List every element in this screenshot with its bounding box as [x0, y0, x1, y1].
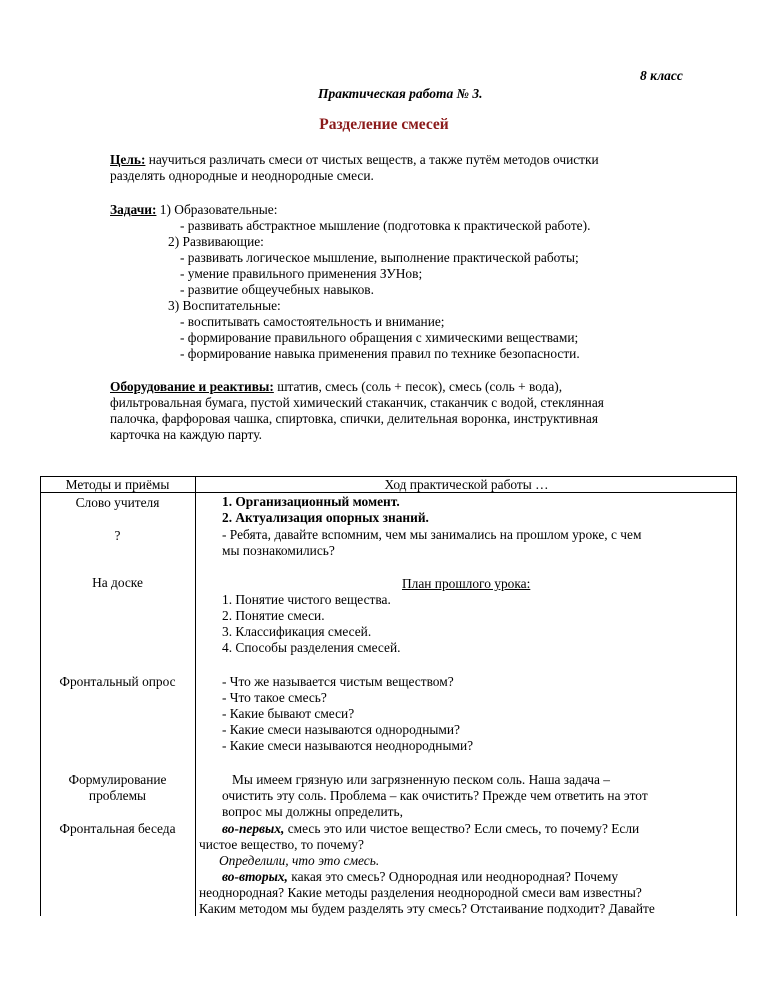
plan-item: 4. Способы разделения смесей. [222, 640, 401, 655]
method-question: ? [114, 528, 121, 543]
problem-line-2: очистить эту соль. Проблема – как очистить? Прежде чем ответить на этот [222, 788, 648, 803]
step-2: 2. Актуализация опорных знаний. [222, 510, 429, 525]
problem-line-6: Определили, что это смесь. [219, 853, 380, 868]
task-line: - развивать абстрактное мышление (подготовка к практической работе). [180, 218, 591, 233]
question-item: - Какие смеси называются неоднородными? [222, 738, 474, 753]
table-column-divider [195, 476, 196, 916]
task-line: - воспитывать самостоятельность и внимание; [180, 314, 445, 329]
plan-item: 2. Понятие смеси. [222, 608, 325, 623]
method-frontal-talk: Фронтальная беседа [59, 821, 176, 836]
goal-line-2: разделять однородные и неоднородные смеси. [110, 168, 374, 183]
plan-item: 3. Классификация смесей. [222, 624, 372, 639]
task-line: - формирование правильного обращения с химическими веществами; [180, 330, 579, 345]
problem-line-5: чистое вещество, то почему? [199, 837, 364, 852]
problem-line-8: неоднородная? Какие методы разделения неоднородной смеси вам известны? [199, 885, 642, 900]
method-on-board: На доске [92, 575, 143, 590]
method-problem-2: проблемы [88, 788, 147, 803]
equipment-line-2: фильтровальная бумага, пустой химический стаканчик, стаканчик с водой, стеклянная [110, 395, 604, 410]
task-line: - умение правильного применения ЗУНов; [180, 266, 423, 281]
task-line: 3) Воспитательные: [168, 298, 281, 313]
work-number: Практическая работа № 3. [318, 86, 483, 101]
question-item: - Что такое смесь? [222, 690, 327, 705]
equipment-line-4: карточка на каждую парту. [110, 427, 262, 442]
question-item: - Какие бывают смеси? [222, 706, 355, 721]
plan-item: 1. Понятие чистого вещества. [222, 592, 391, 607]
recall-line-2: мы познакомились? [222, 543, 335, 558]
tasks-first: 1) Образовательные: [156, 202, 278, 217]
problem-line-4 [222, 821, 639, 837]
problem-line-4-text: смесь это или чистое вещество? Если смесь, то почему? Если [284, 821, 640, 836]
method-problem-1: Формулирование [68, 772, 167, 787]
equipment-line-3: палочка, фарфоровая чашка, спиртовка, спички, делительная воронка, инструктивная [110, 411, 599, 426]
task-line: - развитие общеучебных навыков. [180, 282, 374, 297]
problem-line-7 [222, 869, 618, 885]
tasks-line-first [110, 202, 277, 218]
page-title: Разделение смесей [319, 116, 449, 133]
question-item: - Что же называется чистым веществом? [222, 674, 454, 689]
table-header-methods: Методы и приёмы [65, 477, 170, 492]
second-emphasis: во-вторых, [222, 869, 288, 884]
first-emphasis: во-первых, [222, 821, 285, 836]
equipment-label: Оборудование и реактивы: [110, 379, 274, 394]
problem-line-3: вопрос мы должны определить, [222, 804, 403, 819]
goal-text-1: научиться различать смеси от чистых веществ, а также путём методов очистки [145, 152, 599, 167]
task-line: - формирование навыка применения правил по технике безопасности. [180, 346, 580, 361]
step-1: 1. Организационный момент. [222, 494, 400, 509]
task-line: 2) Развивающие: [168, 234, 264, 249]
method-frontal-survey: Фронтальный опрос [59, 674, 176, 689]
goal-label: Цель: [110, 152, 146, 167]
question-item: - Какие смеси называются однородными? [222, 722, 460, 737]
problem-line-9: Каким методом мы будем разделять эту смесь? Отстаивание подходит? Давайте [199, 901, 655, 916]
problem-line-1: Мы имеем грязную или загрязненную песком соль. Наша задача – [232, 772, 610, 787]
method-teacher-word: Слово учителя [75, 495, 160, 510]
table-header-progress: Ход практической работы … [384, 477, 549, 492]
equipment-text-1: штатив, смесь (соль + песок), смесь (соль + вода), [273, 379, 563, 394]
problem-line-7-text: какая это смесь? Однородная или неоднородная? Почему [287, 869, 619, 884]
plan-title: План прошлого урока: [402, 576, 531, 591]
goal-line-1 [110, 152, 599, 168]
grade-label: 8 класс [640, 68, 683, 83]
tasks-label: Задачи: [110, 202, 157, 217]
equipment-line-1 [110, 379, 562, 395]
recall-line-1: - Ребята, давайте вспомним, чем мы занимались на прошлом уроке, с чем [222, 527, 642, 542]
task-line: - развивать логическое мышление, выполнение практической работы; [180, 250, 579, 265]
